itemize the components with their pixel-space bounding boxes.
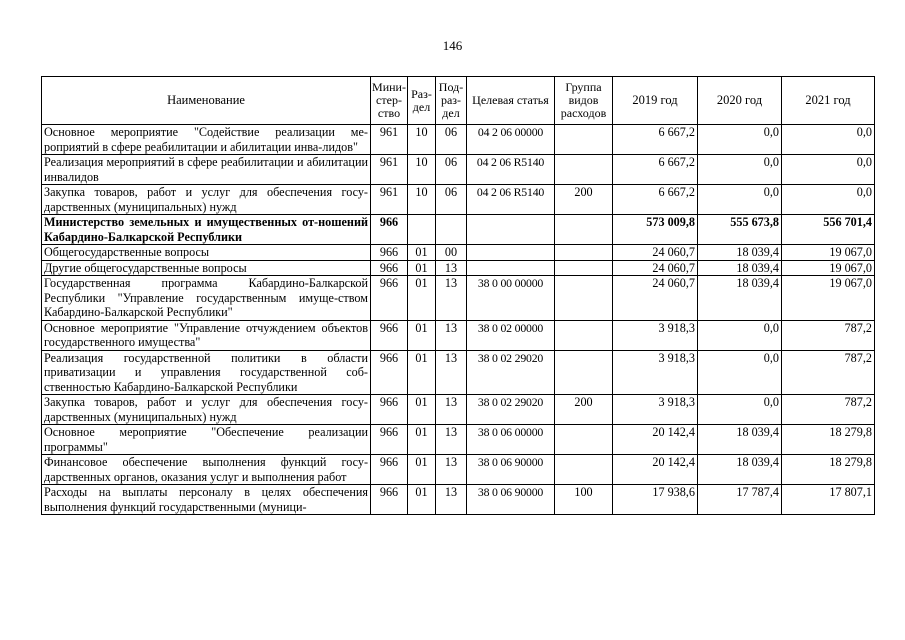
cell-section: 01: [408, 350, 436, 395]
cell-2019: 24 060,7: [613, 245, 698, 261]
cell-ministry: 966: [371, 455, 408, 485]
cell-expense-group: [555, 215, 613, 245]
cell-expense-group: 200: [555, 185, 613, 215]
header-2019: 2019 год: [613, 77, 698, 125]
cell-2020: 18 039,4: [698, 455, 782, 485]
cell-name: Основное мероприятие "Обеспечение реализации программы": [42, 425, 371, 455]
cell-2019: 3 918,3: [613, 320, 698, 350]
cell-ministry: 966: [371, 320, 408, 350]
cell-subsection: 13: [436, 260, 467, 276]
cell-target: 38 0 06 90000: [467, 455, 555, 485]
cell-2019: 3 918,3: [613, 350, 698, 395]
cell-expense-group: 100: [555, 485, 613, 515]
cell-section: 01: [408, 276, 436, 321]
cell-target: 38 0 02 29020: [467, 395, 555, 425]
cell-subsection: 13: [436, 395, 467, 425]
cell-2020: 18 039,4: [698, 425, 782, 455]
cell-name: Основное мероприятие "Содействие реализации ме-роприятий в сфере реабилитации и абилитации инва-лидов": [42, 125, 371, 155]
cell-name: Расходы на выплаты персоналу в целях обеспечения выполнения функций государственными (муници-: [42, 485, 371, 515]
cell-ministry: 961: [371, 155, 408, 185]
header-expense-group: Группа видов расходов: [555, 77, 613, 125]
cell-2019: 6 667,2: [613, 125, 698, 155]
cell-subsection: 13: [436, 455, 467, 485]
table-row: [42, 350, 875, 395]
table-row: [42, 245, 875, 261]
cell-2019: 20 142,4: [613, 425, 698, 455]
cell-2021: 0,0: [782, 125, 875, 155]
table-row: [42, 425, 875, 455]
cell-2020: 0,0: [698, 395, 782, 425]
cell-2021: 19 067,0: [782, 245, 875, 261]
cell-name: Общегосударственные вопросы: [42, 245, 371, 261]
cell-2021: 18 279,8: [782, 425, 875, 455]
cell-target: 38 0 02 29020: [467, 350, 555, 395]
table-row: [42, 185, 875, 215]
cell-2021: 0,0: [782, 155, 875, 185]
cell-expense-group: 200: [555, 395, 613, 425]
cell-ministry: 966: [371, 245, 408, 261]
cell-section: 01: [408, 455, 436, 485]
cell-target: 04 2 06 R5140: [467, 185, 555, 215]
cell-ministry: 966: [371, 425, 408, 455]
table-row: [42, 215, 875, 245]
cell-name: Другие общегосударственные вопросы: [42, 260, 371, 276]
cell-ministry: 966: [371, 395, 408, 425]
table-row: [42, 125, 875, 155]
cell-ministry: 966: [371, 276, 408, 321]
cell-subsection: [436, 215, 467, 245]
cell-2019: 17 938,6: [613, 485, 698, 515]
cell-expense-group: [555, 155, 613, 185]
table-header: [42, 77, 875, 125]
cell-2019: 6 667,2: [613, 185, 698, 215]
cell-section: 10: [408, 125, 436, 155]
cell-2020: 0,0: [698, 125, 782, 155]
cell-ministry: 961: [371, 125, 408, 155]
cell-expense-group: [555, 350, 613, 395]
cell-section: 01: [408, 425, 436, 455]
cell-ministry: 966: [371, 350, 408, 395]
cell-2020: 18 039,4: [698, 276, 782, 321]
cell-section: 01: [408, 485, 436, 515]
cell-expense-group: [555, 260, 613, 276]
cell-name: Реализация государственной политики в области приватизации и управления государственной соб-ственностью Кабардино-Балкарской Республики: [42, 350, 371, 395]
cell-target: 38 0 06 00000: [467, 425, 555, 455]
cell-2020: 18 039,4: [698, 245, 782, 261]
cell-2021: 18 279,8: [782, 455, 875, 485]
cell-target: [467, 260, 555, 276]
header-2021: 2021 год: [782, 77, 875, 125]
cell-2020: 0,0: [698, 320, 782, 350]
cell-name: Финансовое обеспечение выполнения функций госу-дарственных органов, оказания услуг и выполнения работ: [42, 455, 371, 485]
table-row: [42, 485, 875, 515]
cell-subsection: 00: [436, 245, 467, 261]
cell-2019: 3 918,3: [613, 395, 698, 425]
cell-2021: 0,0: [782, 185, 875, 215]
table-row: [42, 320, 875, 350]
cell-section: 01: [408, 260, 436, 276]
cell-subsection: 13: [436, 350, 467, 395]
table-row: [42, 455, 875, 485]
cell-2021: 787,2: [782, 395, 875, 425]
table-row: [42, 260, 875, 276]
cell-section: [408, 215, 436, 245]
cell-subsection: 06: [436, 125, 467, 155]
cell-expense-group: [555, 455, 613, 485]
cell-target: 04 2 06 R5140: [467, 155, 555, 185]
cell-subsection: 06: [436, 185, 467, 215]
cell-section: 01: [408, 245, 436, 261]
cell-expense-group: [555, 425, 613, 455]
page-number: 146: [442, 38, 463, 53]
cell-name: Министерство земельных и имущественных от-ношений Кабардино-Балкарской Республики: [42, 215, 371, 245]
cell-2021: 17 807,1: [782, 485, 875, 515]
cell-2019: 24 060,7: [613, 260, 698, 276]
cell-2019: 6 667,2: [613, 155, 698, 185]
cell-target: 38 0 00 00000: [467, 276, 555, 321]
cell-ministry: 961: [371, 185, 408, 215]
budget-table: [41, 76, 875, 515]
cell-2021: 787,2: [782, 320, 875, 350]
cell-expense-group: [555, 125, 613, 155]
cell-subsection: 13: [436, 276, 467, 321]
cell-2020: 0,0: [698, 155, 782, 185]
cell-section: 01: [408, 395, 436, 425]
cell-section: 01: [408, 320, 436, 350]
cell-name: Основное мероприятие "Управление отчуждением объектов государственного имущества": [42, 320, 371, 350]
cell-subsection: 06: [436, 155, 467, 185]
cell-subsection: 13: [436, 425, 467, 455]
header-name: Наименование: [42, 77, 371, 125]
cell-subsection: 13: [436, 320, 467, 350]
cell-2019: 20 142,4: [613, 455, 698, 485]
cell-target: 04 2 06 00000: [467, 125, 555, 155]
cell-ministry: 966: [371, 485, 408, 515]
header-subsection: Под-раз-дел: [436, 77, 467, 125]
cell-target: [467, 245, 555, 261]
cell-section: 10: [408, 155, 436, 185]
cell-target: 38 0 06 90000: [467, 485, 555, 515]
cell-target: [467, 215, 555, 245]
cell-2020: 555 673,8: [698, 215, 782, 245]
header-ministry: Мини-стер-ство: [371, 77, 408, 125]
cell-name: Закупка товаров, работ и услуг для обеспечения госу-дарственных (муниципальных) нужд: [42, 395, 371, 425]
cell-2020: 0,0: [698, 350, 782, 395]
header-2020: 2020 год: [698, 77, 782, 125]
cell-2019: 24 060,7: [613, 276, 698, 321]
cell-expense-group: [555, 245, 613, 261]
cell-2020: 18 039,4: [698, 260, 782, 276]
cell-expense-group: [555, 320, 613, 350]
cell-2020: 0,0: [698, 185, 782, 215]
cell-2021: 19 067,0: [782, 276, 875, 321]
cell-2019: 573 009,8: [613, 215, 698, 245]
cell-name: Государственная программа Кабардино-Балкарской Республики "Управление государственным имуще-ством Кабардино-Балкарской Республики": [42, 276, 371, 321]
cell-section: 10: [408, 185, 436, 215]
cell-ministry: 966: [371, 215, 408, 245]
cell-ministry: 966: [371, 260, 408, 276]
cell-2021: 787,2: [782, 350, 875, 395]
header-target: Целевая статья: [467, 77, 555, 125]
cell-name: Реализация мероприятий в сфере реабилитации и абилитации инвалидов: [42, 155, 371, 185]
cell-name: Закупка товаров, работ и услуг для обеспечения госу-дарственных (муниципальных) нужд: [42, 185, 371, 215]
cell-2021: 556 701,4: [782, 215, 875, 245]
cell-expense-group: [555, 276, 613, 321]
cell-subsection: 13: [436, 485, 467, 515]
cell-2021: 19 067,0: [782, 260, 875, 276]
cell-2020: 17 787,4: [698, 485, 782, 515]
table-body: [42, 125, 875, 515]
header-section: Раз-дел: [408, 77, 436, 125]
table-row: [42, 276, 875, 321]
cell-target: 38 0 02 00000: [467, 320, 555, 350]
table-row: [42, 395, 875, 425]
table-row: [42, 155, 875, 185]
